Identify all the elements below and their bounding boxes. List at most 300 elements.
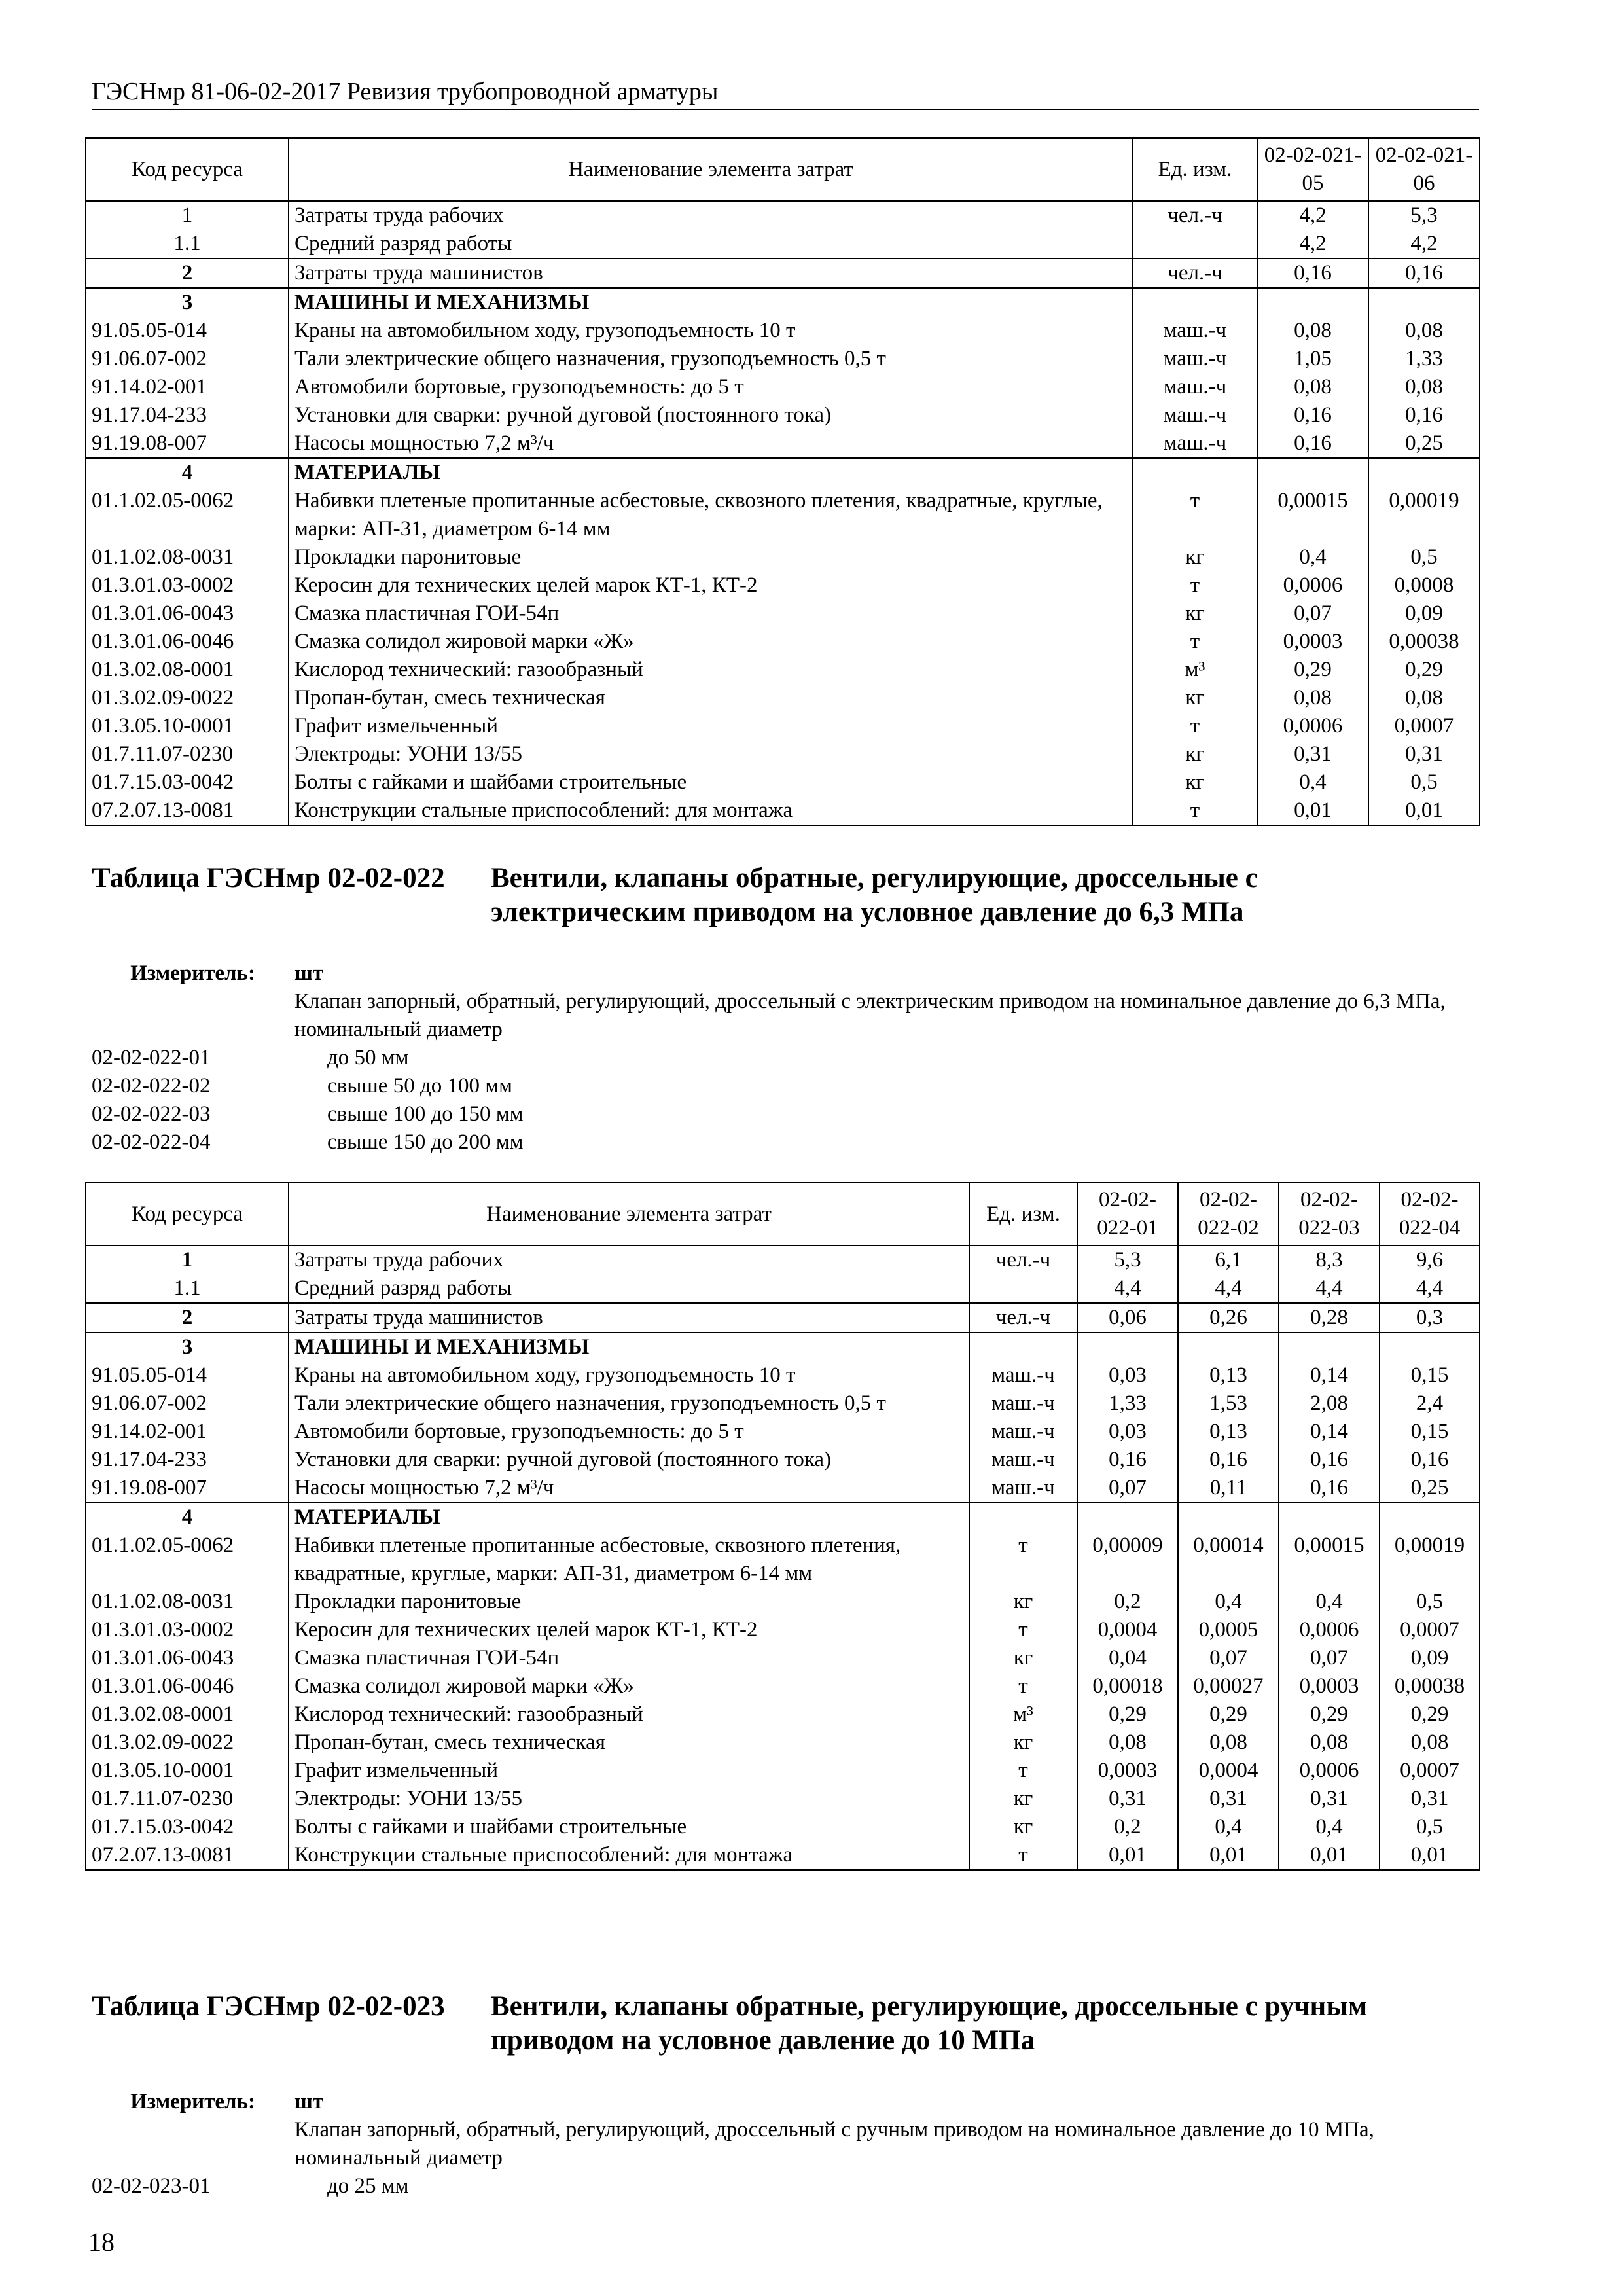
norm-value: 0,03 [1077,1361,1178,1390]
cost-element-name: Набивки плетеные пропитанные асбестовые, сквозного плетения, квадратные, круглые, марки: АП-31, диаметром 6-14 мм [289,487,1133,543]
table-row [86,429,1480,458]
norm-value [1368,458,1480,487]
cost-element-name: Графит измельченный [289,1757,969,1785]
resource-code: 01.3.01.06-0043 [86,600,289,628]
norm-value: 5,3 [1368,201,1480,230]
norm-value: 0,3 [1380,1303,1480,1333]
measure-item [92,1128,1479,1157]
norm-value: 0,13 [1178,1361,1279,1390]
table-row [86,230,1480,259]
resource-table-021 [85,137,1480,826]
measure-description: Клапан запорный, обратный, регулирующий, дроссельный с ручным приводом на номинальное давление до 10 МПа, номинальный диаметр [294,2118,1374,2170]
measure-item [92,1044,1479,1072]
unit: кг [969,1644,1077,1672]
resource-code: 1.1 [86,230,289,259]
column-header: Код ресурса [86,1183,289,1246]
norm-value: 4,4 [1077,1274,1178,1303]
unit: маш.-ч [969,1390,1077,1418]
column-header: Ед. изм. [969,1183,1077,1246]
cost-element-name: Керосин для технических целей марок КТ-1, КТ-2 [289,1616,969,1644]
unit: кг [1133,543,1257,571]
cost-element-name: Тали электрические общего назначения, грузоподъемность 0,5 т [289,345,1133,373]
unit: маш.-ч [969,1474,1077,1503]
item-diameter: свыше 100 до 150 мм [327,1102,524,1126]
norm-value: 0,5 [1380,1588,1480,1616]
cost-element-name: Конструкции стальные приспособлений: для монтажа [289,1841,969,1870]
resource-code: 01.1.02.05-0062 [86,1532,289,1588]
measure-unit: шт [294,961,324,985]
cost-element-name: Смазка солидол жировой марки «Ж» [289,628,1133,656]
norm-value: 0,2 [1077,1588,1178,1616]
resource-code: 01.3.01.06-0046 [86,628,289,656]
norm-value: 9,6 [1380,1246,1480,1274]
unit [1133,458,1257,487]
measure-items [92,1044,1479,1157]
norm-value: 0,16 [1178,1446,1279,1474]
measure-row [92,960,1479,988]
resource-code: 91.05.05-014 [86,317,289,345]
item-code: 02-02-022-01 [92,1046,211,1069]
resource-code: 91.17.04-233 [86,1446,289,1474]
cost-element-name: Затраты труда рабочих [289,1246,969,1274]
norm-value: 6,1 [1178,1246,1279,1274]
cost-element-name: Кислород технический: газообразный [289,656,1133,684]
measure-item [92,1100,1479,1128]
norm-value [1380,1333,1480,1361]
column-header: Наименование элемента затрат [289,138,1133,201]
unit: маш.-ч [1133,373,1257,401]
norm-value: 0,00015 [1257,487,1368,543]
cost-element-name: Установки для сварки: ручной дуговой (постоянного тока) [289,1446,969,1474]
item-code: 02-02-022-04 [92,1130,211,1154]
table-row [86,373,1480,401]
table-row [86,600,1480,628]
cost-element-name: Пропан-бутан, смесь техническая [289,684,1133,712]
norm-value: 0,16 [1368,259,1480,288]
norm-value: 0,16 [1257,259,1368,288]
cost-element-name: Автомобили бортовые, грузоподъемность: до 5 т [289,373,1133,401]
resource-code: 91.14.02-001 [86,373,289,401]
unit: кг [969,1588,1077,1616]
cost-element-name: Затраты труда машинистов [289,1303,969,1333]
unit: т [1133,712,1257,740]
resource-code: 01.3.01.06-0043 [86,1644,289,1672]
unit: кг [969,1785,1077,1813]
table-row [86,1616,1480,1644]
norm-value: 0,00019 [1368,487,1480,543]
measure-item [92,2172,1479,2200]
resource-code: 01.7.15.03-0042 [86,1813,289,1841]
norm-value: 0,4 [1279,1813,1380,1841]
norm-value: 0,07 [1279,1644,1380,1672]
table-row [86,628,1480,656]
item-code: 02-02-022-02 [92,1074,211,1098]
norm-value: 0,13 [1178,1418,1279,1446]
norm-value: 0,08 [1380,1729,1480,1757]
norm-value: 4,2 [1368,230,1480,259]
norm-value [1257,458,1368,487]
unit [969,1274,1077,1303]
norm-value: 0,08 [1368,684,1480,712]
unit: маш.-ч [969,1361,1077,1390]
column-header: 02-02-022-03 [1279,1183,1380,1246]
norm-value: 0,08 [1279,1729,1380,1757]
norm-value: 0,07 [1077,1474,1178,1503]
table-row [86,458,1480,487]
table-row [86,317,1480,345]
norm-value: 0,2 [1077,1813,1178,1841]
resource-code: 01.7.11.07-0230 [86,740,289,768]
measure-label: Измеритель: [130,961,255,985]
unit: кг [1133,600,1257,628]
unit: кг [969,1813,1077,1841]
table-row [86,712,1480,740]
norm-value: 0,00038 [1368,628,1480,656]
norm-value: 0,01 [1279,1841,1380,1870]
cost-element-name: Насосы мощностью 7,2 м³/ч [289,429,1133,458]
norm-value: 0,31 [1380,1785,1480,1813]
norm-value: 0,15 [1380,1361,1480,1390]
norm-value: 0,00015 [1279,1532,1380,1588]
table-row [86,768,1480,797]
norm-value: 0,16 [1380,1446,1480,1474]
table-row [86,1588,1480,1616]
norm-value: 1,53 [1178,1390,1279,1418]
norm-value: 0,4 [1178,1813,1279,1841]
table-row [86,1841,1480,1870]
norm-value: 4,2 [1257,230,1368,259]
unit: т [1133,487,1257,543]
resource-code: 91.17.04-233 [86,401,289,429]
column-header: 02-02-021-06 [1368,138,1480,201]
measure-desc-row [92,988,1479,1044]
resource-code: 01.3.05.10-0001 [86,1757,289,1785]
table-row [86,1813,1480,1841]
measure-desc-row [92,2116,1479,2172]
norm-value: 0,31 [1178,1785,1279,1813]
norm-value: 0,14 [1279,1418,1380,1446]
table-row [86,1672,1480,1700]
table-caption: Вентили, клапаны обратные, регулирующие, дроссельные с ручным приводом на условное давление до 10 МПа [491,1991,1368,2056]
table-row [86,345,1480,373]
column-header: 02-02-022-02 [1178,1183,1279,1246]
column-header: 02-02-021-05 [1257,138,1368,201]
norm-value: 0,08 [1257,373,1368,401]
unit: маш.-ч [1133,429,1257,458]
unit: маш.-ч [1133,317,1257,345]
norm-value: 0,25 [1368,429,1480,458]
norm-value: 5,3 [1077,1246,1178,1274]
resource-code: 91.05.05-014 [86,1361,289,1390]
measure-item [92,1072,1479,1100]
table-row [86,1361,1480,1390]
unit: маш.-ч [1133,345,1257,373]
norm-value: 0,4 [1178,1588,1279,1616]
cost-element-name: Смазка пластичная ГОИ-54п [289,1644,969,1672]
cost-element-name: Болты с гайками и шайбами строительные [289,1813,969,1841]
unit: т [969,1672,1077,1700]
norm-value: 1,33 [1077,1390,1178,1418]
resource-code: 2 [86,259,289,288]
norm-value: 0,08 [1368,317,1480,345]
measure-block-023 [92,2088,1479,2200]
norm-value: 0,01 [1178,1841,1279,1870]
table-row [86,1644,1480,1672]
resource-code: 91.14.02-001 [86,1418,289,1446]
resource-code: 4 [86,1503,289,1532]
norm-value: 1,33 [1368,345,1480,373]
norm-value: 0,01 [1380,1841,1480,1870]
table-row [86,1390,1480,1418]
unit: т [1133,571,1257,600]
unit: маш.-ч [969,1446,1077,1474]
table-row [86,1503,1480,1532]
cost-element-name: Кислород технический: газообразный [289,1700,969,1729]
cost-element-name: Средний разряд работы [289,1274,969,1303]
norm-value [1077,1503,1178,1532]
norm-value: 0,16 [1257,401,1368,429]
column-header: Код ресурса [86,138,289,201]
unit: чел.-ч [1133,201,1257,230]
resource-code: 91.19.08-007 [86,429,289,458]
norm-value: 0,14 [1279,1361,1380,1390]
table-row [86,571,1480,600]
page-header: ГЭСНмр 81-06-02-2017 Ревизия трубопроводной арматуры [92,77,1479,110]
resource-code: 01.3.02.08-0001 [86,1700,289,1729]
norm-value: 0,28 [1279,1303,1380,1333]
cost-element-name: Краны на автомобильном ходу, грузоподъемность 10 т [289,317,1133,345]
norm-value: 0,09 [1380,1644,1480,1672]
cost-element-name: Графит измельченный [289,712,1133,740]
norm-value: 0,31 [1279,1785,1380,1813]
norm-value [1279,1503,1380,1532]
resource-code: 91.06.07-002 [86,345,289,373]
norm-value: 0,00014 [1178,1532,1279,1588]
norm-value: 0,31 [1077,1785,1178,1813]
table-row [86,288,1480,317]
norm-value: 0,07 [1257,600,1368,628]
resource-table-022 [85,1182,1480,1871]
unit: т [969,1532,1077,1588]
norm-value: 2,08 [1279,1390,1380,1418]
norm-value: 0,16 [1077,1446,1178,1474]
unit: т [1133,797,1257,825]
norm-value: 0,08 [1257,317,1368,345]
norm-value [1380,1503,1480,1532]
norm-value: 0,01 [1077,1841,1178,1870]
table-header [86,138,1480,201]
column-header: Наименование элемента затрат [289,1183,969,1246]
norm-value: 0,00027 [1178,1672,1279,1700]
norm-value: 4,4 [1380,1274,1480,1303]
norm-value: 0,0006 [1279,1616,1380,1644]
table-row [86,797,1480,825]
unit: кг [1133,768,1257,797]
resource-code: 01.3.02.09-0022 [86,1729,289,1757]
norm-value: 0,0008 [1368,571,1480,600]
cost-element-name: Прокладки паронитовые [289,1588,969,1616]
table-row [86,1532,1480,1588]
norm-value: 0,5 [1380,1813,1480,1841]
norm-value: 0,4 [1279,1588,1380,1616]
norm-value: 0,29 [1380,1700,1480,1729]
norm-value: 0,0005 [1178,1616,1279,1644]
resource-code: 01.1.02.08-0031 [86,1588,289,1616]
cost-element-name: Прокладки паронитовые [289,543,1133,571]
section-title-022 [92,861,1479,929]
cost-element-name: Затраты труда машинистов [289,259,1133,288]
resource-code: 07.2.07.13-0081 [86,1841,289,1870]
measure-description: Клапан запорный, обратный, регулирующий, дроссельный с электрическим приводом на номинальное давление до 6,3 МПа, номинальный диаметр [294,990,1446,1041]
cost-element-name: Смазка пластичная ГОИ-54п [289,600,1133,628]
table-row [86,1274,1480,1303]
measure-unit: шт [294,2090,324,2113]
norm-value: 0,0004 [1178,1757,1279,1785]
norm-value: 4,4 [1279,1274,1380,1303]
cost-element-name: МАШИНЫ И МЕХАНИЗМЫ [289,1333,969,1361]
cost-element-name: Затраты труда рабочих [289,201,1133,230]
norm-value: 0,11 [1178,1474,1279,1503]
norm-value: 0,25 [1380,1474,1480,1503]
unit: м³ [969,1700,1077,1729]
norm-value [1279,1333,1380,1361]
cost-element-name: Средний разряд работы [289,230,1133,259]
norm-value: 0,01 [1257,797,1368,825]
norm-value: 0,26 [1178,1303,1279,1333]
norm-value: 0,0006 [1257,712,1368,740]
norm-value: 0,04 [1077,1644,1178,1672]
unit: чел.-ч [969,1303,1077,1333]
norm-value: 0,0007 [1380,1757,1480,1785]
unit: т [969,1841,1077,1870]
resource-code: 01.3.01.06-0046 [86,1672,289,1700]
resource-code: 07.2.07.13-0081 [86,797,289,825]
norm-value: 0,08 [1077,1729,1178,1757]
resource-code: 01.7.15.03-0042 [86,768,289,797]
resource-code: 01.3.02.09-0022 [86,684,289,712]
column-header: 02-02-022-01 [1077,1183,1178,1246]
norm-value: 0,4 [1257,768,1368,797]
cost-element-name: Установки для сварки: ручной дуговой (постоянного тока) [289,401,1133,429]
resource-code: 3 [86,1333,289,1361]
cost-element-name: Электроды: УОНИ 13/55 [289,740,1133,768]
norm-value: 8,3 [1279,1246,1380,1274]
unit: чел.-ч [969,1246,1077,1274]
norm-value: 0,29 [1178,1700,1279,1729]
column-header: 02-02-022-04 [1380,1183,1480,1246]
cost-element-name: Пропан-бутан, смесь техническая [289,1729,969,1757]
norm-value: 0,0006 [1257,571,1368,600]
norm-value: 0,4 [1257,543,1368,571]
norm-value: 0,0007 [1368,712,1480,740]
cost-element-name: Насосы мощностью 7,2 м³/ч [289,1474,969,1503]
norm-value: 0,15 [1380,1418,1480,1446]
unit: т [1133,628,1257,656]
table-header [86,1183,1480,1246]
norm-value: 0,0003 [1077,1757,1178,1785]
table-row [86,201,1480,230]
cost-element-name: Набивки плетеные пропитанные асбестовые, сквозного плетения, квадратные, круглые, марки: АП-31, диаметром 6-14 мм [289,1532,969,1588]
unit: кг [1133,740,1257,768]
table-body [86,201,1480,825]
norm-value: 0,09 [1368,600,1480,628]
unit: маш.-ч [969,1418,1077,1446]
table-row [86,1474,1480,1503]
item-code: 02-02-023-01 [92,2174,211,2198]
norm-value: 4,4 [1178,1274,1279,1303]
section-title-023 [92,1990,1479,2058]
norm-value: 0,01 [1368,797,1480,825]
norm-value: 0,00009 [1077,1532,1178,1588]
norm-value: 0,5 [1368,543,1480,571]
unit: кг [1133,684,1257,712]
table-row [86,1446,1480,1474]
norm-value [1178,1333,1279,1361]
norm-value: 0,0006 [1279,1757,1380,1785]
norm-value: 0,29 [1368,656,1480,684]
norm-value: 0,08 [1257,684,1368,712]
table-row [86,1700,1480,1729]
unit: чел.-ч [1133,259,1257,288]
unit: т [969,1616,1077,1644]
norm-value: 0,5 [1368,768,1480,797]
table-label: Таблица ГЭСНмр 02-02-023 [92,1991,445,2022]
resource-code: 01.1.02.08-0031 [86,543,289,571]
unit: т [969,1757,1077,1785]
measure-block-022 [92,960,1479,1157]
norm-value [1368,288,1480,317]
norm-value: 0,0007 [1380,1616,1480,1644]
norm-value: 0,07 [1178,1644,1279,1672]
resource-code: 01.1.02.05-0062 [86,487,289,543]
norm-value [1077,1333,1178,1361]
norm-value: 0,03 [1077,1418,1178,1446]
cost-element-name: Смазка солидол жировой марки «Ж» [289,1672,969,1700]
unit [1133,230,1257,259]
norm-value: 0,08 [1368,373,1480,401]
resource-code: 91.06.07-002 [86,1390,289,1418]
norm-value: 0,31 [1257,740,1368,768]
item-diameter: до 25 мм [327,2174,409,2198]
table-row [86,656,1480,684]
cost-element-name: МАТЕРИАЛЫ [289,458,1133,487]
table-row [86,1785,1480,1813]
measure-items [92,2172,1479,2200]
cost-element-name: МАШИНЫ И МЕХАНИЗМЫ [289,288,1133,317]
table-row [86,401,1480,429]
norm-value: 0,06 [1077,1303,1178,1333]
column-header: Ед. изм. [1133,138,1257,201]
table-row [86,543,1480,571]
cost-element-name: МАТЕРИАЛЫ [289,1503,969,1532]
norm-value: 0,0003 [1257,628,1368,656]
norm-value: 4,2 [1257,201,1368,230]
resource-code: 01.3.02.08-0001 [86,656,289,684]
cost-element-name: Керосин для технических целей марок КТ-1, КТ-2 [289,571,1133,600]
table-label: Таблица ГЭСНмр 02-02-022 [92,863,445,893]
resource-code: 1.1 [86,1274,289,1303]
resource-code: 3 [86,288,289,317]
norm-value: 0,16 [1368,401,1480,429]
item-diameter: до 50 мм [327,1046,409,1069]
cost-element-name: Автомобили бортовые, грузоподъемность: до 5 т [289,1418,969,1446]
norm-value: 0,16 [1257,429,1368,458]
table-caption: Вентили, клапаны обратные, регулирующие, дроссельные с электрическим приводом на условное давление до 6,3 МПа [491,863,1258,927]
table-row [86,487,1480,543]
item-diameter: свыше 150 до 200 мм [327,1130,524,1154]
cost-element-name: Тали электрические общего назначения, грузоподъемность 0,5 т [289,1390,969,1418]
norm-value: 2,4 [1380,1390,1480,1418]
